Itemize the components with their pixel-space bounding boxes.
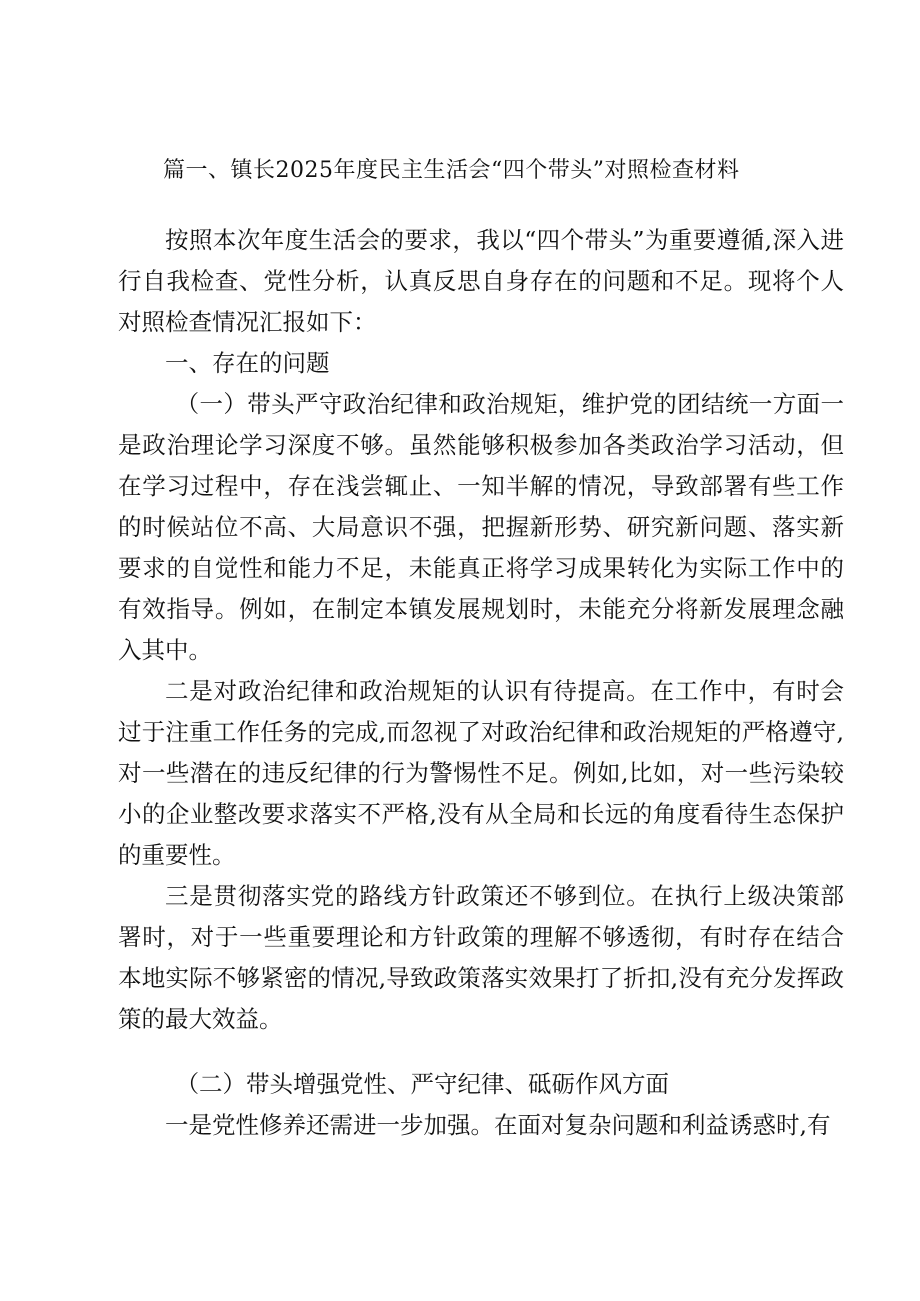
subsection-2-heading: （二）带头增强党性、严守纪律、砥砺作风方面 (175, 1070, 670, 1098)
paragraph-subsection-2-point-1: 一是党性修养还需进一步加强。在面对复杂问题和利益诱惑时,有 (165, 1111, 831, 1139)
paragraph-intro: 按照本次年度生活会的要求，我以“四个带头”为重要遵循,深入进行自我检查、党性分析，认真反思自身存在的问题和不足。现将个人对照检查情况汇报如下： (118, 226, 844, 336)
document-title: 篇一、镇长2025年度民主生活会“四个带头”对照检查材料 (163, 158, 740, 183)
document-body (118, 220, 844, 1146)
paragraph-point-3: 三是贯彻落实党的路线方针政策还不够到位。在执行上级决策部署时，对于一些重要理论和方针政策的理解不够透彻，有时存在结合本地实际不够紧密的情况,导致政策落实效果打了折扣,没有充分发挥政策的最大效益。 (118, 882, 844, 1033)
section-heading-problems: 一、存在的问题 (165, 349, 330, 377)
subsection-1-paragraph: （一）带头严守政治纪律和政治规矩，维护党的团结统一方面一是政治理论学习深度不够。虽然能够积极参加各类政治学习活动，但在学习过程中，存在浅尝辄止、一知半解的情况，导致部署有些工作的时候站位不高、大局意识不强，把握新形势、研究新问题、落实新要求的自觉性和能力不足，未能真正将学习成果转化为实际工作中的有效指导。例如，在制定本镇发展规划时，未能充分将新发展理念融入其中。 (118, 390, 844, 664)
paragraph-point-2: 二是对政治纪律和政治规矩的认识有待提高。在工作中，有时会过于注重工作任务的完成,而忽视了对政治纪律和政治规矩的严格遵守,对一些潜在的违反纪律的行为警惕性不足。例如,比如，对一些污染较小的企业整改要求落实不严格,没有从全局和长远的角度看待生态保护的重要性。 (118, 677, 844, 869)
